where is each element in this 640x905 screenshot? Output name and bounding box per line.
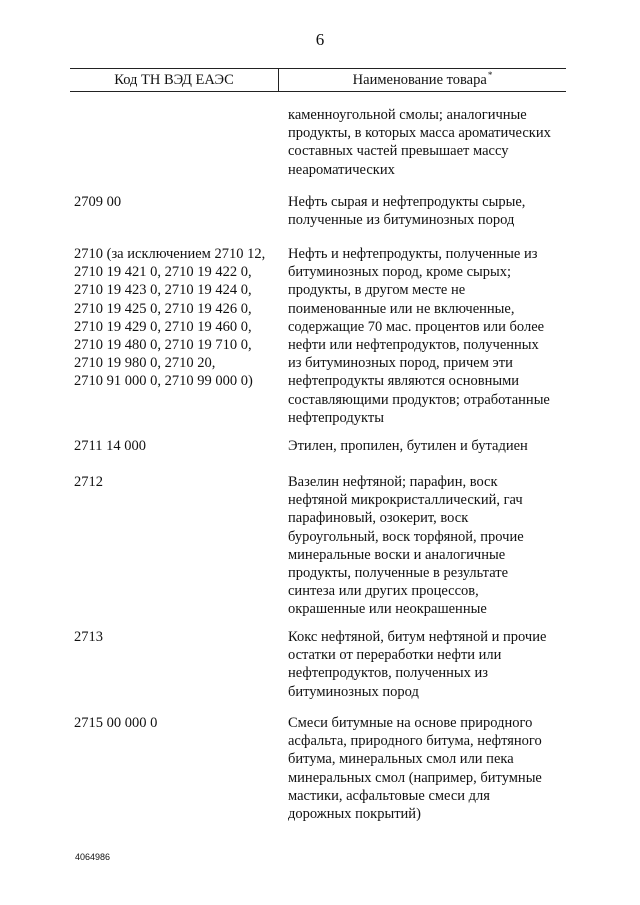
column-header-name [279,69,566,91]
row-code: 2712 [74,474,103,490]
row-name: Нефть и нефтепродукты, полученные из битуминозных пород, кроме сырых; продукты, в другом месте не поименованные или не включенные, содержащие 70 мас. процентов или более нефти или нефтепродуктов, полученных из битуминозных пород, причем эти нефтепродукты являются основными составляющими продуктов; отработанные нефтепродукты [288,246,550,426]
row-name: Вазелин нефтяной; парафин, воск нефтяной микрокристаллический, гач парафиновый, озокерит, воск буроугольный, воск торфяной, прочие минеральные воски и аналогичные продукты, полученные в результате синтеза или других процессов, окрашенные или неокрашенные [288,474,524,618]
column-header-name-label: Наименование товара [352,71,487,88]
row-name: Кокс нефтяной, битум нефтяной и прочие остатки от переработки нефти или нефтепродуктов, полученных из битуминозных пород [288,629,547,700]
row-code: 2710 (за исключением 2710 12, 2710 19 421 0, 2710 19 422 0, 2710 19 423 0, 2710 19 424 0, 2710 19 425 0, 2710 19 426 0, 2710 19 429 0, 2710 19 460 0, 2710 19 480 0, 2710 19 710 0, 2710 19 980 0, 2710 20, 2710 91 000 0, 2710 99 000 0) [74,246,266,390]
row-code: 2709 00 [74,194,122,210]
row-name: каменноугольной смолы; аналогичные продукты, в которых масса ароматических составных частей превышает массу неароматических [288,107,551,178]
table-header [70,68,566,92]
page-number: 6 [315,30,325,49]
row-code: 2713 [74,629,103,645]
document-id: 4064986 [75,852,111,862]
row-code: 2715 00 000 0 [74,715,158,731]
row-name: Нефть сырая и нефтепродукты сырые, полученные из битуминозных пород [288,194,526,229]
column-header-code [70,69,279,91]
row-name: Смеси битумные на основе природного асфальта, природного битума, нефтяного битума, минеральных смол или пека минеральных смол (например, битумные мастики, асфальтовые смеси для дорожных покрытий) [288,715,542,823]
row-code: 2711 14 000 [74,438,146,454]
footnote-mark: * [487,70,493,80]
row-name: Этилен, пропилен, бутилен и бутадиен [288,438,528,454]
column-header-code-label: Код ТН ВЭД ЕАЭС [114,71,234,88]
